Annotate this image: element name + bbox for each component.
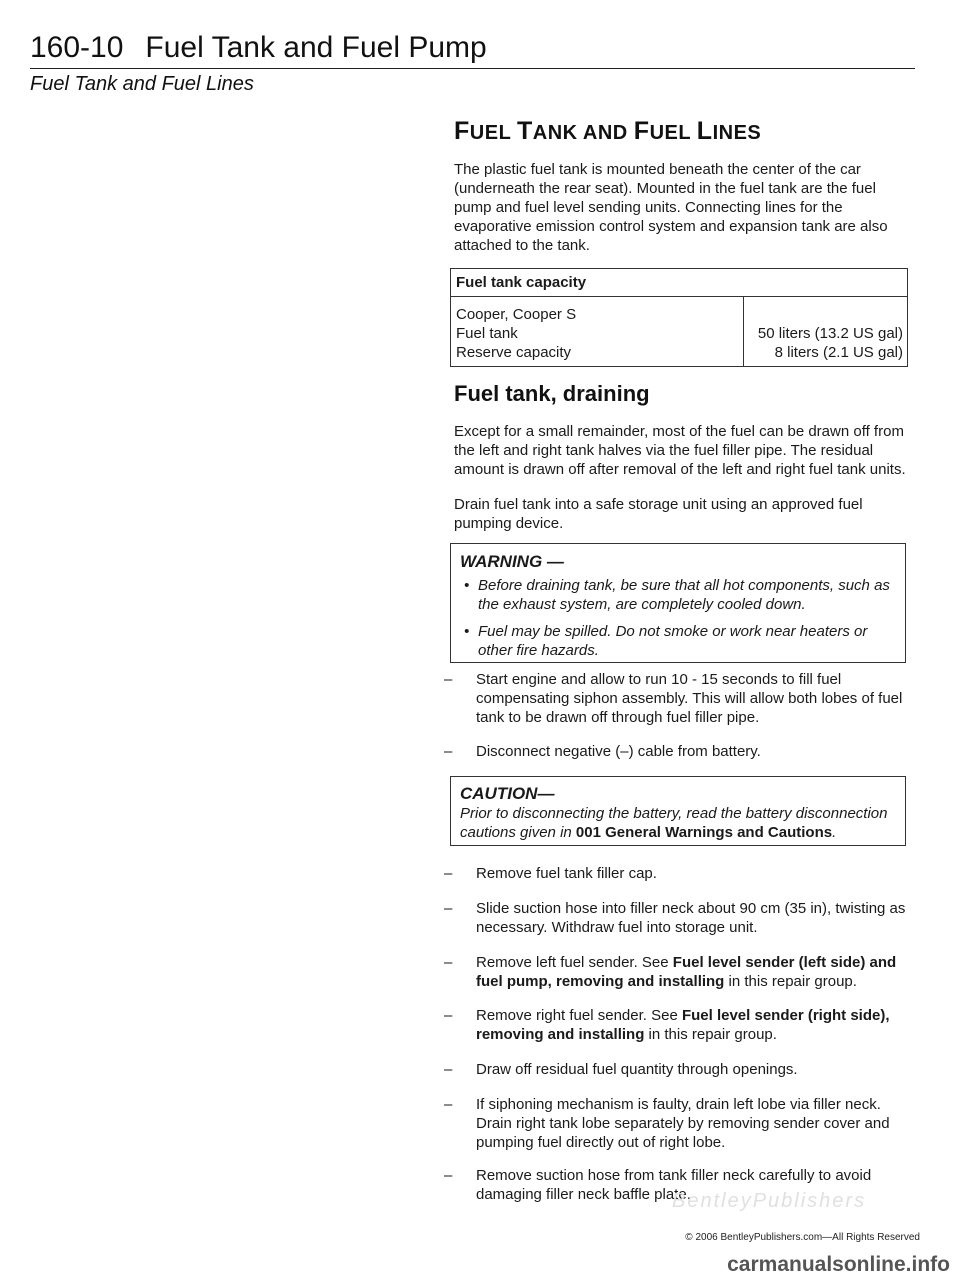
copyright-notice: © 2006 BentleyPublishers.com—All Rights Reserved	[685, 1232, 920, 1243]
dash-icon: –	[444, 1007, 453, 1024]
bullet-icon: •	[464, 623, 470, 640]
dash-icon: –	[444, 1167, 453, 1184]
fuel-capacity-table	[450, 268, 908, 367]
table-value: 50 liters (13.2 US gal)	[757, 325, 903, 342]
draining-paragraph: Drain fuel tank into a safe storage unit using an approved fuel pumping device.	[454, 496, 863, 532]
caution-title: CAUTION—	[460, 784, 555, 803]
table-label: Fuel tank	[456, 325, 518, 342]
caution-text: Prior to disconnecting the battery, read the battery disconnection cautions given in 001 General Warnings and Cautions.	[460, 805, 888, 841]
caution-box	[450, 776, 906, 846]
dash-icon: –	[444, 1096, 453, 1113]
table-label: Cooper, Cooper S	[456, 306, 577, 323]
warning-box	[450, 543, 906, 663]
dash-icon: –	[444, 954, 453, 971]
dash-icon: –	[444, 900, 453, 917]
dash-icon: –	[444, 671, 453, 688]
draining-paragraph: Except for a small remainder, most of the fuel can be drawn off from the left and right tank halves via the fuel filler pipe. The residual amount is drawn off after removal of the left and right fuel tank units.	[454, 423, 906, 478]
caution-reference: 001 General Warnings and Cautions	[575, 824, 833, 841]
warning-item: • Before draining tank, be sure that all hot components, such as the exhaust system, are completely cooled down.	[464, 577, 890, 613]
table-value: 8 liters (2.1 US gal)	[774, 344, 903, 361]
bullet-icon: •	[464, 577, 470, 594]
cross-reference: Fuel level sender (right side), removing and installing	[476, 1007, 890, 1043]
page-header	[30, 30, 487, 66]
section-subtitle: Fuel Tank and Fuel Lines	[30, 73, 254, 95]
dash-icon: –	[444, 1061, 453, 1078]
warning-item: • Fuel may be spilled. Do not smoke or work near heaters or other fire hazards.	[464, 623, 868, 659]
intro-block	[454, 160, 912, 255]
table-header: Fuel tank capacity	[451, 268, 907, 297]
site-watermark: carmanualsonline.info	[727, 1253, 950, 1276]
warning-title: WARNING —	[460, 552, 564, 571]
draining-heading: Fuel tank, draining	[454, 381, 650, 406]
table-value	[748, 305, 903, 324]
dash-icon: –	[444, 743, 453, 760]
header-rule	[30, 68, 915, 69]
intro-paragraph: The plastic fuel tank is mounted beneath the center of the car (underneath the rear seat). Mounted in the fuel tank are the fuel pump and fuel level sending units. Connecting lines for the evaporative emission control system and expansion tank are also attached to the tank.	[454, 161, 888, 254]
cross-reference: Fuel level sender (left side) and fuel pump, removing and installing	[476, 954, 897, 990]
section-title: FUEL TANK AND FUEL LINES	[454, 117, 762, 145]
table-label: Reserve capacity	[456, 344, 572, 361]
chapter-title: Fuel Tank and Fuel Pump	[145, 31, 487, 64]
watermark: BentleyPublishers	[672, 1190, 867, 1212]
dash-icon: –	[444, 865, 453, 882]
page-number: 160-10	[30, 31, 124, 64]
